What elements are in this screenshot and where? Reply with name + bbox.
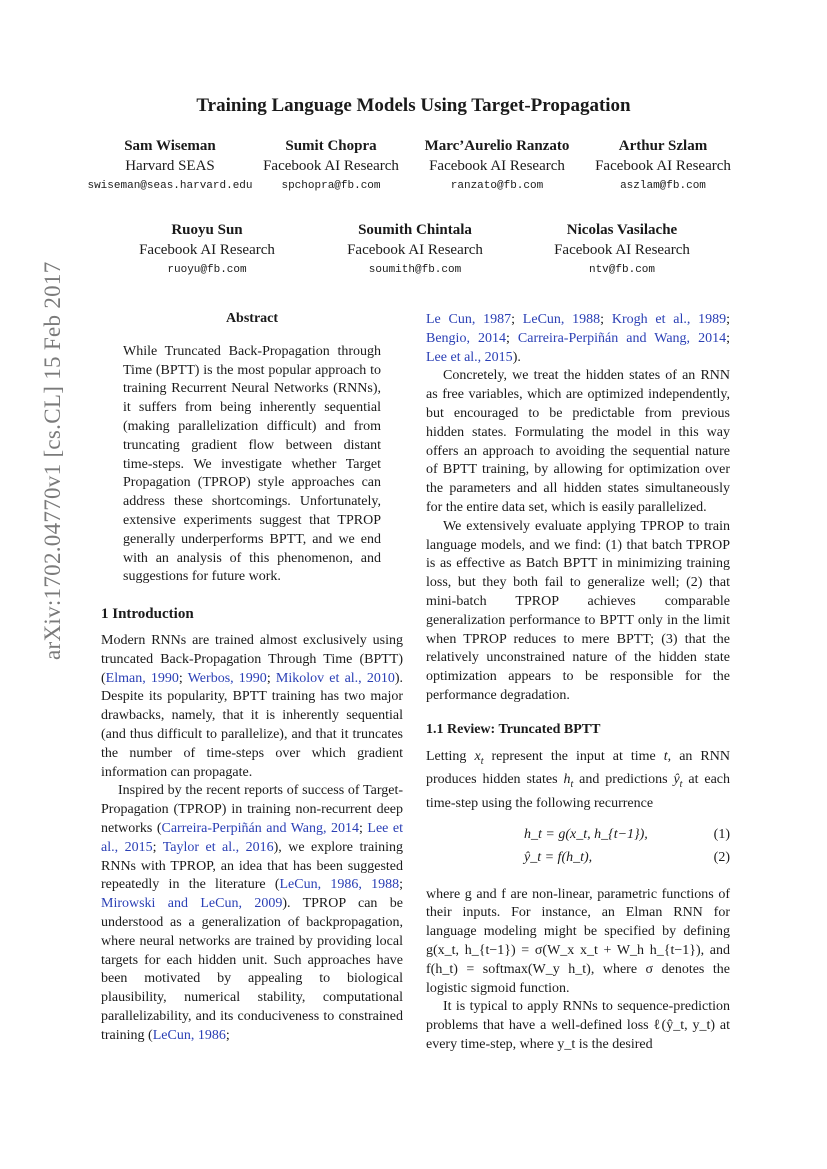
- paragraph-letting: [426, 748, 730, 814]
- equation-1: h_t = g(x_t, h_{t−1}),: [524, 826, 648, 842]
- author-email: swiseman@seas.harvard.edu: [87, 180, 253, 192]
- text-span: ). TPROP can be understood as a generalization of backpropagation, where neural networks are trained by providing local targets for each hidden unit. Such approaches have been motivated by appealing to biological plausibility, numerical stability, computational parallelizability, and its conduciveness to constrained training (: [101, 896, 403, 1043]
- author-email: ruoyu@fb.com: [167, 264, 247, 276]
- citation-link[interactable]: LeCun, 1986, 1988: [279, 877, 400, 893]
- citation-link[interactable]: Taylor et al., 2016: [162, 839, 274, 855]
- author-affiliation: Facebook AI Research: [429, 158, 565, 174]
- author-affiliation: Facebook AI Research: [263, 158, 399, 174]
- author-email: aszlam@fb.com: [620, 180, 706, 192]
- author-block: [527, 220, 717, 280]
- citation-link[interactable]: Werbos, 1990: [187, 670, 267, 686]
- section-heading: 1 Introduction: [101, 606, 194, 623]
- author-affiliation: Facebook AI Research: [554, 242, 690, 258]
- citation-link[interactable]: Le Cun, 1987: [426, 312, 512, 327]
- author-block: [320, 220, 510, 280]
- math-x-t: $x_t$: [474, 748, 484, 767]
- paragraph-where: where g and f are non-linear, parametric functions of their inputs. For instance, an Elman RNN for language modeling might be specified by defining g(x_t, h_{t−1}) = σ(W_x x_t + W_h h_{t−1}), and f(h_t) = softmax(W_y h_t), where σ denotes the logistic sigmoid function.: [426, 886, 730, 996]
- right-column: [426, 311, 730, 1055]
- subsection-heading: 1.1 Review: Truncated BPTT: [426, 721, 601, 737]
- citation-link[interactable]: Mikolov et al., 2010: [275, 670, 395, 686]
- text-span: Inspired by the recent reports of success of Target-Propagation (TPROP) in training non-recurrent deep networks (: [101, 783, 403, 836]
- paragraph-concretely: Concretely, we treat the hidden states of an RNN as free variables, which are optimized independently, but encouraged to be predictable from previous hidden states. Formulating the model in this way offers an approach to avoiding the sequential nature of BPTT training, by allowing for optimization over the parameters and all hidden states simultaneously for the entire data set, which is easily parallelized.: [426, 368, 730, 515]
- paragraph-evaluation: We extensively evaluate applying TPROP to train language models, and we find: (1) that batch TPROP is as effective as Batch BPTT in minimizing training loss, but they both fail to generalize well; (2) that mini-batch TPROP achieves comparable generalization performance to BPTT only in the limit when TPROP reduces to mere BPTT; (3) that the relatively unconstrained nature of the hidden state optimization appears to be responsible for the performance degradation.: [426, 518, 730, 703]
- citation-link[interactable]: Carreira-Perpiñán and Wang, 2014: [161, 820, 360, 836]
- text-span: and predictions: [573, 772, 674, 788]
- author-affiliation: Facebook AI Research: [139, 242, 275, 258]
- text-span: , an RNN produces hidden states: [426, 748, 730, 788]
- author-name: Sam Wiseman: [124, 138, 216, 154]
- author-affiliation: Facebook AI Research: [595, 158, 731, 174]
- author-block: [112, 220, 302, 280]
- author-name: Sumit Chopra: [285, 138, 377, 154]
- citation-link[interactable]: Lee et al., 2015: [426, 349, 513, 365]
- paper-title: Training Language Models Using Target-Propagation: [196, 95, 631, 116]
- intro-paragraph-1: Modern RNNs are trained almost exclusively using truncated Back-Propagation Through Time (BPTT) (Elman, 1990; Werbos, 1990; Mikolov et al., 2010). Despite its popularity, BPTT training has two major drawbacks, namely, that it is inherently sequential (and thus difficult to parallelize), and that it truncates the number of time-steps over which gradient information can propagate.: [101, 632, 404, 780]
- author-email: soumith@fb.com: [368, 264, 462, 276]
- author-name: Soumith Chintala: [358, 222, 472, 238]
- author-name: Arthur Szlam: [618, 138, 708, 154]
- author-block: [236, 136, 426, 196]
- math-t: t: [663, 748, 668, 764]
- abstract-text: While Truncated Back-Propagation through Time (BPTT) is the most popular approach to training Recurrent Neural Networks (RNNs), it suffers from being inherently sequential (making parallelization difficult) and from truncating gradient flow between distant time-steps. We investigate whether Target Propagation (TPROP) style approaches can address these shortcomings. Unfortunately, extensive experiments suggest that TPROP generally underperforms BPTT, and we end with an analysis of this phenomenon, and suggestions for future work.: [123, 343, 381, 585]
- text-span: ), we explore training RNNs with TPROP, an idea that has been suggested repeatedly in the literature (: [101, 839, 404, 893]
- citation-link[interactable]: LeCun, 1988: [522, 312, 601, 327]
- text-span: Modern RNNs are trained almost exclusively using truncated Back-Propagation Through Time (BPTT) (: [101, 632, 403, 686]
- text-span: Letting: [426, 748, 475, 764]
- arxiv-identifier: arXiv:1702.04770v1 [cs.CL] 15 Feb 2017: [40, 261, 65, 660]
- citation-link[interactable]: Lee et al., 2015: [101, 820, 403, 855]
- citation-link[interactable]: Bengio, 2014: [426, 330, 506, 346]
- abstract-heading: Abstract: [225, 311, 279, 326]
- equation-block: [426, 814, 730, 876]
- continued-paragraph: Le Cun, 1987; LeCun, 1988; Krogh et al., 1989; Bengio, 2014; Carreira-Perpiñán and Wang, 2014; Lee et al., 2015).: [426, 312, 730, 365]
- author-affiliation: Facebook AI Research: [347, 242, 483, 258]
- author-affiliation: Harvard SEAS: [125, 158, 215, 174]
- author-name: Ruoyu Sun: [171, 222, 243, 238]
- citation-link[interactable]: LeCun, 1986: [152, 1027, 226, 1043]
- intro-paragraph-2: Inspired by the recent reports of success of Target-Propagation (TPROP) in training non-recurrent deep networks (Carreira-Perpiñán and Wang, 2014; Lee et al., 2015; Taylor et al., 2016), we explore training RNNs with TPROP, an idea that has been suggested repeatedly in the literature (LeCun, 1986, 1988; Mirowski and LeCun, 2009). TPROP can be understood as a generalization of backpropagation, where neural networks are trained by providing local targets for each hidden unit. Such approaches have been motivated by appealing to biological plausibility, numerical stability, computational parallelizability, and its conduciveness to constrained training (LeCun, 1986;: [101, 783, 404, 1043]
- text-span: represent the input at time: [483, 748, 664, 764]
- citation-link[interactable]: Mirowski and LeCun, 2009: [101, 896, 283, 912]
- left-column: [101, 310, 403, 1045]
- author-email: ntv@fb.com: [588, 264, 655, 276]
- text-span: ;: [225, 1027, 230, 1043]
- author-name: Nicolas Vasilache: [566, 222, 678, 238]
- citation-link[interactable]: Krogh et al., 1989: [611, 312, 727, 327]
- author-email: ranzato@fb.com: [450, 180, 544, 192]
- author-name: Marc’Aurelio Ranzato: [424, 138, 570, 154]
- citation-link[interactable]: Carreira-Perpiñán and Wang, 2014: [517, 330, 727, 346]
- author-block: [402, 136, 592, 196]
- math-h-t: $h_t$: [563, 772, 574, 790]
- author-email: spchopra@fb.com: [281, 180, 381, 192]
- equation-number-2: (2): [713, 849, 730, 865]
- text-span: ).: [512, 349, 521, 365]
- author-block: [568, 136, 758, 196]
- equation-number-1: (1): [713, 826, 730, 842]
- math-yhat-t: $ŷ_t$: [673, 772, 683, 790]
- text-span: at each time-step using the following recurrence: [426, 772, 731, 811]
- equation-2: ŷ_t = f(h_t),: [524, 849, 593, 865]
- paragraph-typical: It is typical to apply RNNs to sequence-prediction problems that have a well-defined loss ℓ(ŷ_t, y_t) at every time-step, where y_t is the desired: [426, 999, 730, 1052]
- citation-link[interactable]: Elman, 1990: [105, 670, 179, 686]
- text-span: ). Despite its popularity, BPTT training has two major drawbacks, namely, that it is inherently sequential (and thus difficult to parallelize), and that it truncates the number of time-steps over which gradient information can propagate.: [101, 670, 404, 780]
